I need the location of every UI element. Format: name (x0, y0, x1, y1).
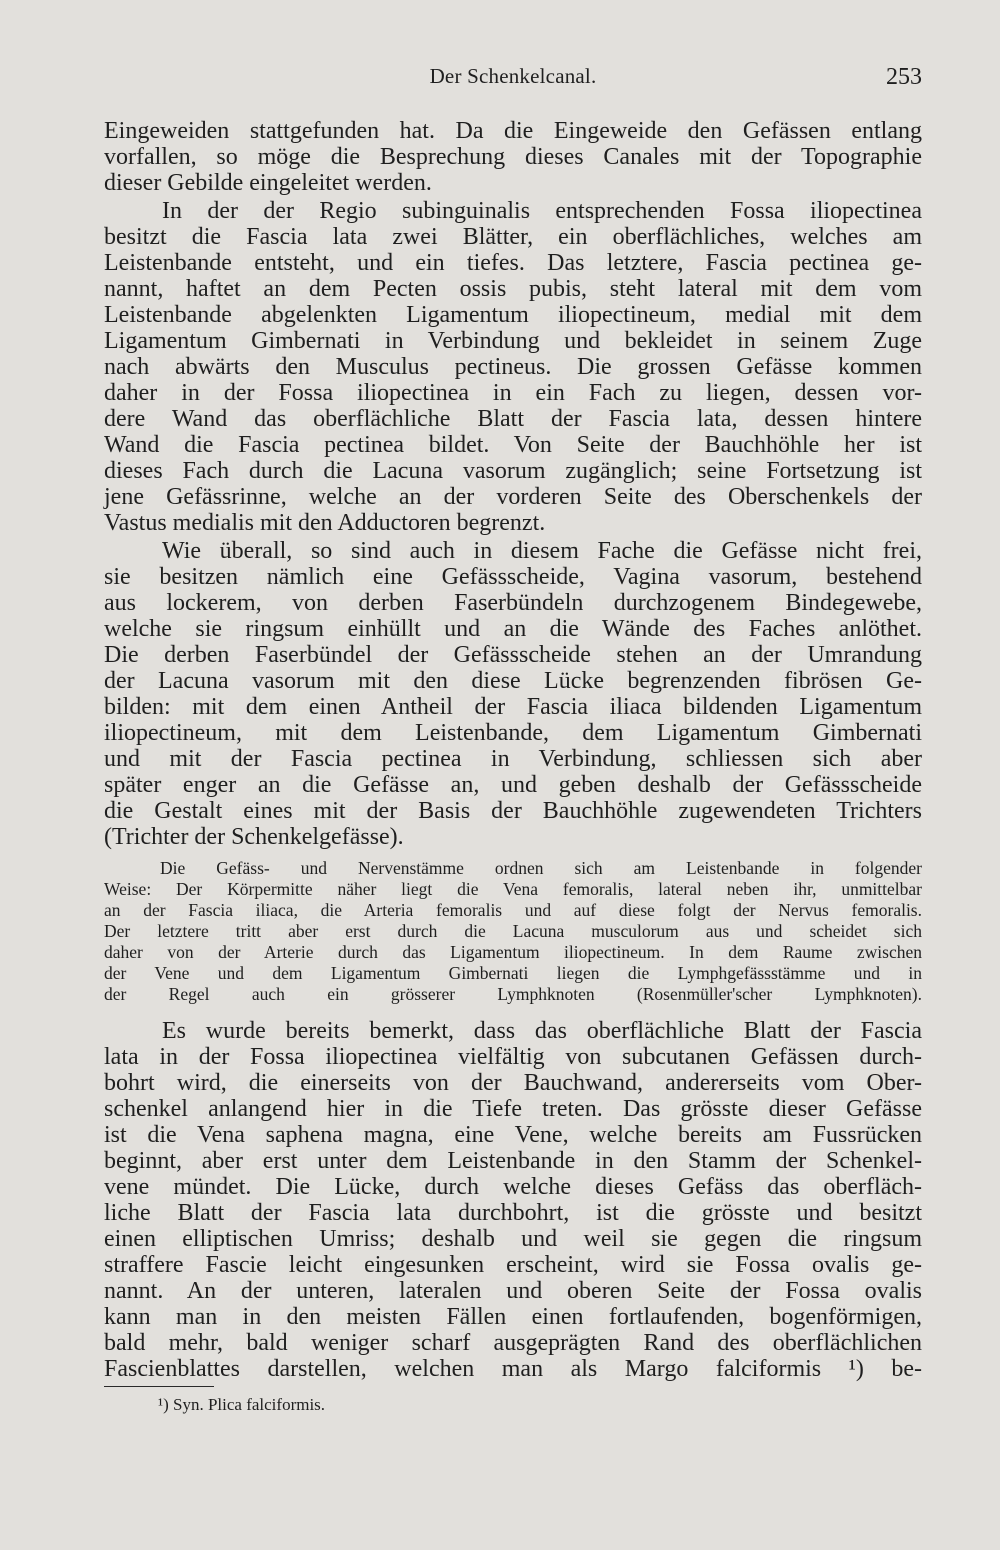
text-line: dere Wand das oberflächliche Blatt der Fascia lata, dessen hintere (104, 406, 922, 432)
text-line: Fascienblattes darstellen, welchen man als Margo falciformis ¹) be- (104, 1356, 922, 1382)
text-line: daher in der Fossa iliopectinea in ein Fach zu liegen, dessen vor- (104, 380, 922, 406)
footnote: ¹) Syn. Plica falciformis. (158, 1395, 326, 1414)
text-line: Es wurde bereits bemerkt, dass das oberflächliche Blatt der Fascia (162, 1018, 922, 1044)
text-line: ist die Vena saphena magna, eine Vene, welche bereits am Fussrücken (104, 1122, 922, 1148)
text-line: Wand die Fascia pectinea bildet. Von Seite der Bauchhöhle her ist (104, 432, 922, 458)
text-line: beginnt, aber erst unter dem Leistenbande in den Stamm der Schenkel- (104, 1148, 922, 1174)
text-line: In der der Regio subinguinalis entsprechenden Fossa iliopectinea (162, 198, 922, 224)
footnote-rule (104, 1386, 214, 1387)
text-line: sie besitzen nämlich eine Gefässscheide, Vagina vasorum, bestehend (104, 564, 922, 590)
text-line: dieses Fach durch die Lacuna vasorum zugänglich; seine Fortsetzung ist (104, 458, 922, 484)
text-line: der Vene und dem Ligamentum Gimbernati liegen die Lymphgefässstämme und in (104, 963, 922, 983)
text-line: bohrt wird, die einerseits von der Bauchwand, andererseits vom Ober- (104, 1070, 922, 1096)
text-line: liche Blatt der Fascia lata durchbohrt, ist die grösste und besitzt (104, 1200, 922, 1226)
text-line: der Lacuna vasorum mit den diese Lücke begrenzenden fibrösen Ge- (104, 668, 922, 694)
text-line: nannt, haftet an dem Pecten ossis pubis, steht lateral mit dem vom (104, 276, 922, 302)
text-line: an der Fascia iliaca, die Arteria femoralis und auf diese folgt der Nervus femoralis. (104, 900, 922, 920)
text-line: bald mehr, bald weniger scharf ausgeprägten Rand des oberflächlichen (104, 1330, 922, 1356)
text-line: die Gestalt eines mit der Basis der Bauchhöhle zugewendeten Trichters (104, 798, 922, 824)
running-header (104, 64, 922, 98)
text-line: Eingeweiden stattgefunden hat. Da die Eingeweide den Gefässen entlang (104, 118, 922, 144)
text-line: Vastus medialis mit den Adductoren begrenzt. (104, 510, 546, 536)
text-line: vorfallen, so möge die Besprechung dieses Canales mit der Topographie (104, 144, 922, 170)
text-line: (Trichter der Schenkelgefässe). (104, 824, 404, 850)
text-line: Die derben Faserbündel der Gefässscheide stehen an der Umrandung (104, 642, 922, 668)
text-line: straffere Fascie leicht eingesunken erscheint, wird sie Fossa ovalis ge- (104, 1252, 922, 1278)
text-line: Weise: Der Körpermitte näher liegt die Vena femoralis, lateral neben ihr, unmittelbar (104, 879, 922, 899)
text-line: der Regel auch ein grösserer Lymphknoten (Rosenmüller'scher Lymphknoten). (104, 984, 922, 1004)
text-line: einen elliptischen Umriss; deshalb und weil sie gegen die ringsum (104, 1226, 922, 1252)
text-line: vene mündet. Die Lücke, durch welche dieses Gefäss das oberfläch- (104, 1174, 922, 1200)
text-line: schenkel anlangend hier in die Tiefe treten. Das grösste dieser Gefässe (104, 1096, 922, 1122)
running-title: Der Schenkelcanal. (429, 64, 597, 88)
text-line: nach abwärts den Musculus pectineus. Die grossen Gefässe kommen (104, 354, 922, 380)
text-line: Leistenbande abgelenkten Ligamentum iliopectineum, medial mit dem (104, 302, 922, 328)
text-line: besitzt die Fascia lata zwei Blätter, ein oberflächliches, welches am (104, 224, 922, 250)
text-line: und mit der Fascia pectinea in Verbindung, schliessen sich aber (104, 746, 922, 772)
text-line: Die Gefäss- und Nervenstämme ordnen sich am Leistenbande in folgender (160, 858, 922, 878)
text-line: kann man in den meisten Fällen einen fortlaufenden, bogenförmigen, (104, 1304, 922, 1330)
text-line: später enger an die Gefässe an, und geben deshalb der Gefässscheide (104, 772, 922, 798)
text-line: nannt. An der unteren, lateralen und oberen Seite der Fossa ovalis (104, 1278, 922, 1304)
text-line: Der letztere tritt aber erst durch die Lacuna musculorum aus und scheidet sich (104, 921, 922, 941)
text-line: Ligamentum Gimbernati in Verbindung und bekleidet in seinem Zuge (104, 328, 922, 354)
text-line: iliopectineum, mit dem Leistenbande, dem Ligamentum Gimbernati (104, 720, 922, 746)
text-line: lata in der Fossa iliopectinea vielfältig von subcutanen Gefässen durch- (104, 1044, 922, 1070)
text-line: welche sie ringsum einhüllt und an die Wände des Faches anlöthet. (104, 616, 922, 642)
text-line: aus lockerem, von derben Faserbündeln durchzogenem Bindegewebe, (104, 590, 922, 616)
text-line: jene Gefässrinne, welche an der vorderen Seite des Oberschenkels der (104, 484, 922, 510)
text-line: bilden: mit dem einen Antheil der Fascia iliaca bildenden Ligamentum (104, 694, 922, 720)
text-line: Leistenbande entsteht, und ein tiefes. Das letztere, Fascia pectinea ge- (104, 250, 922, 276)
text-line: Wie überall, so sind auch in diesem Fache die Gefässe nicht frei, (162, 538, 922, 564)
page-number: 253 (886, 64, 922, 90)
text-line: daher von der Arterie durch das Ligamentum iliopectineum. In dem Raume zwischen (104, 942, 922, 962)
text-line: dieser Gebilde eingeleitet werden. (104, 170, 432, 196)
